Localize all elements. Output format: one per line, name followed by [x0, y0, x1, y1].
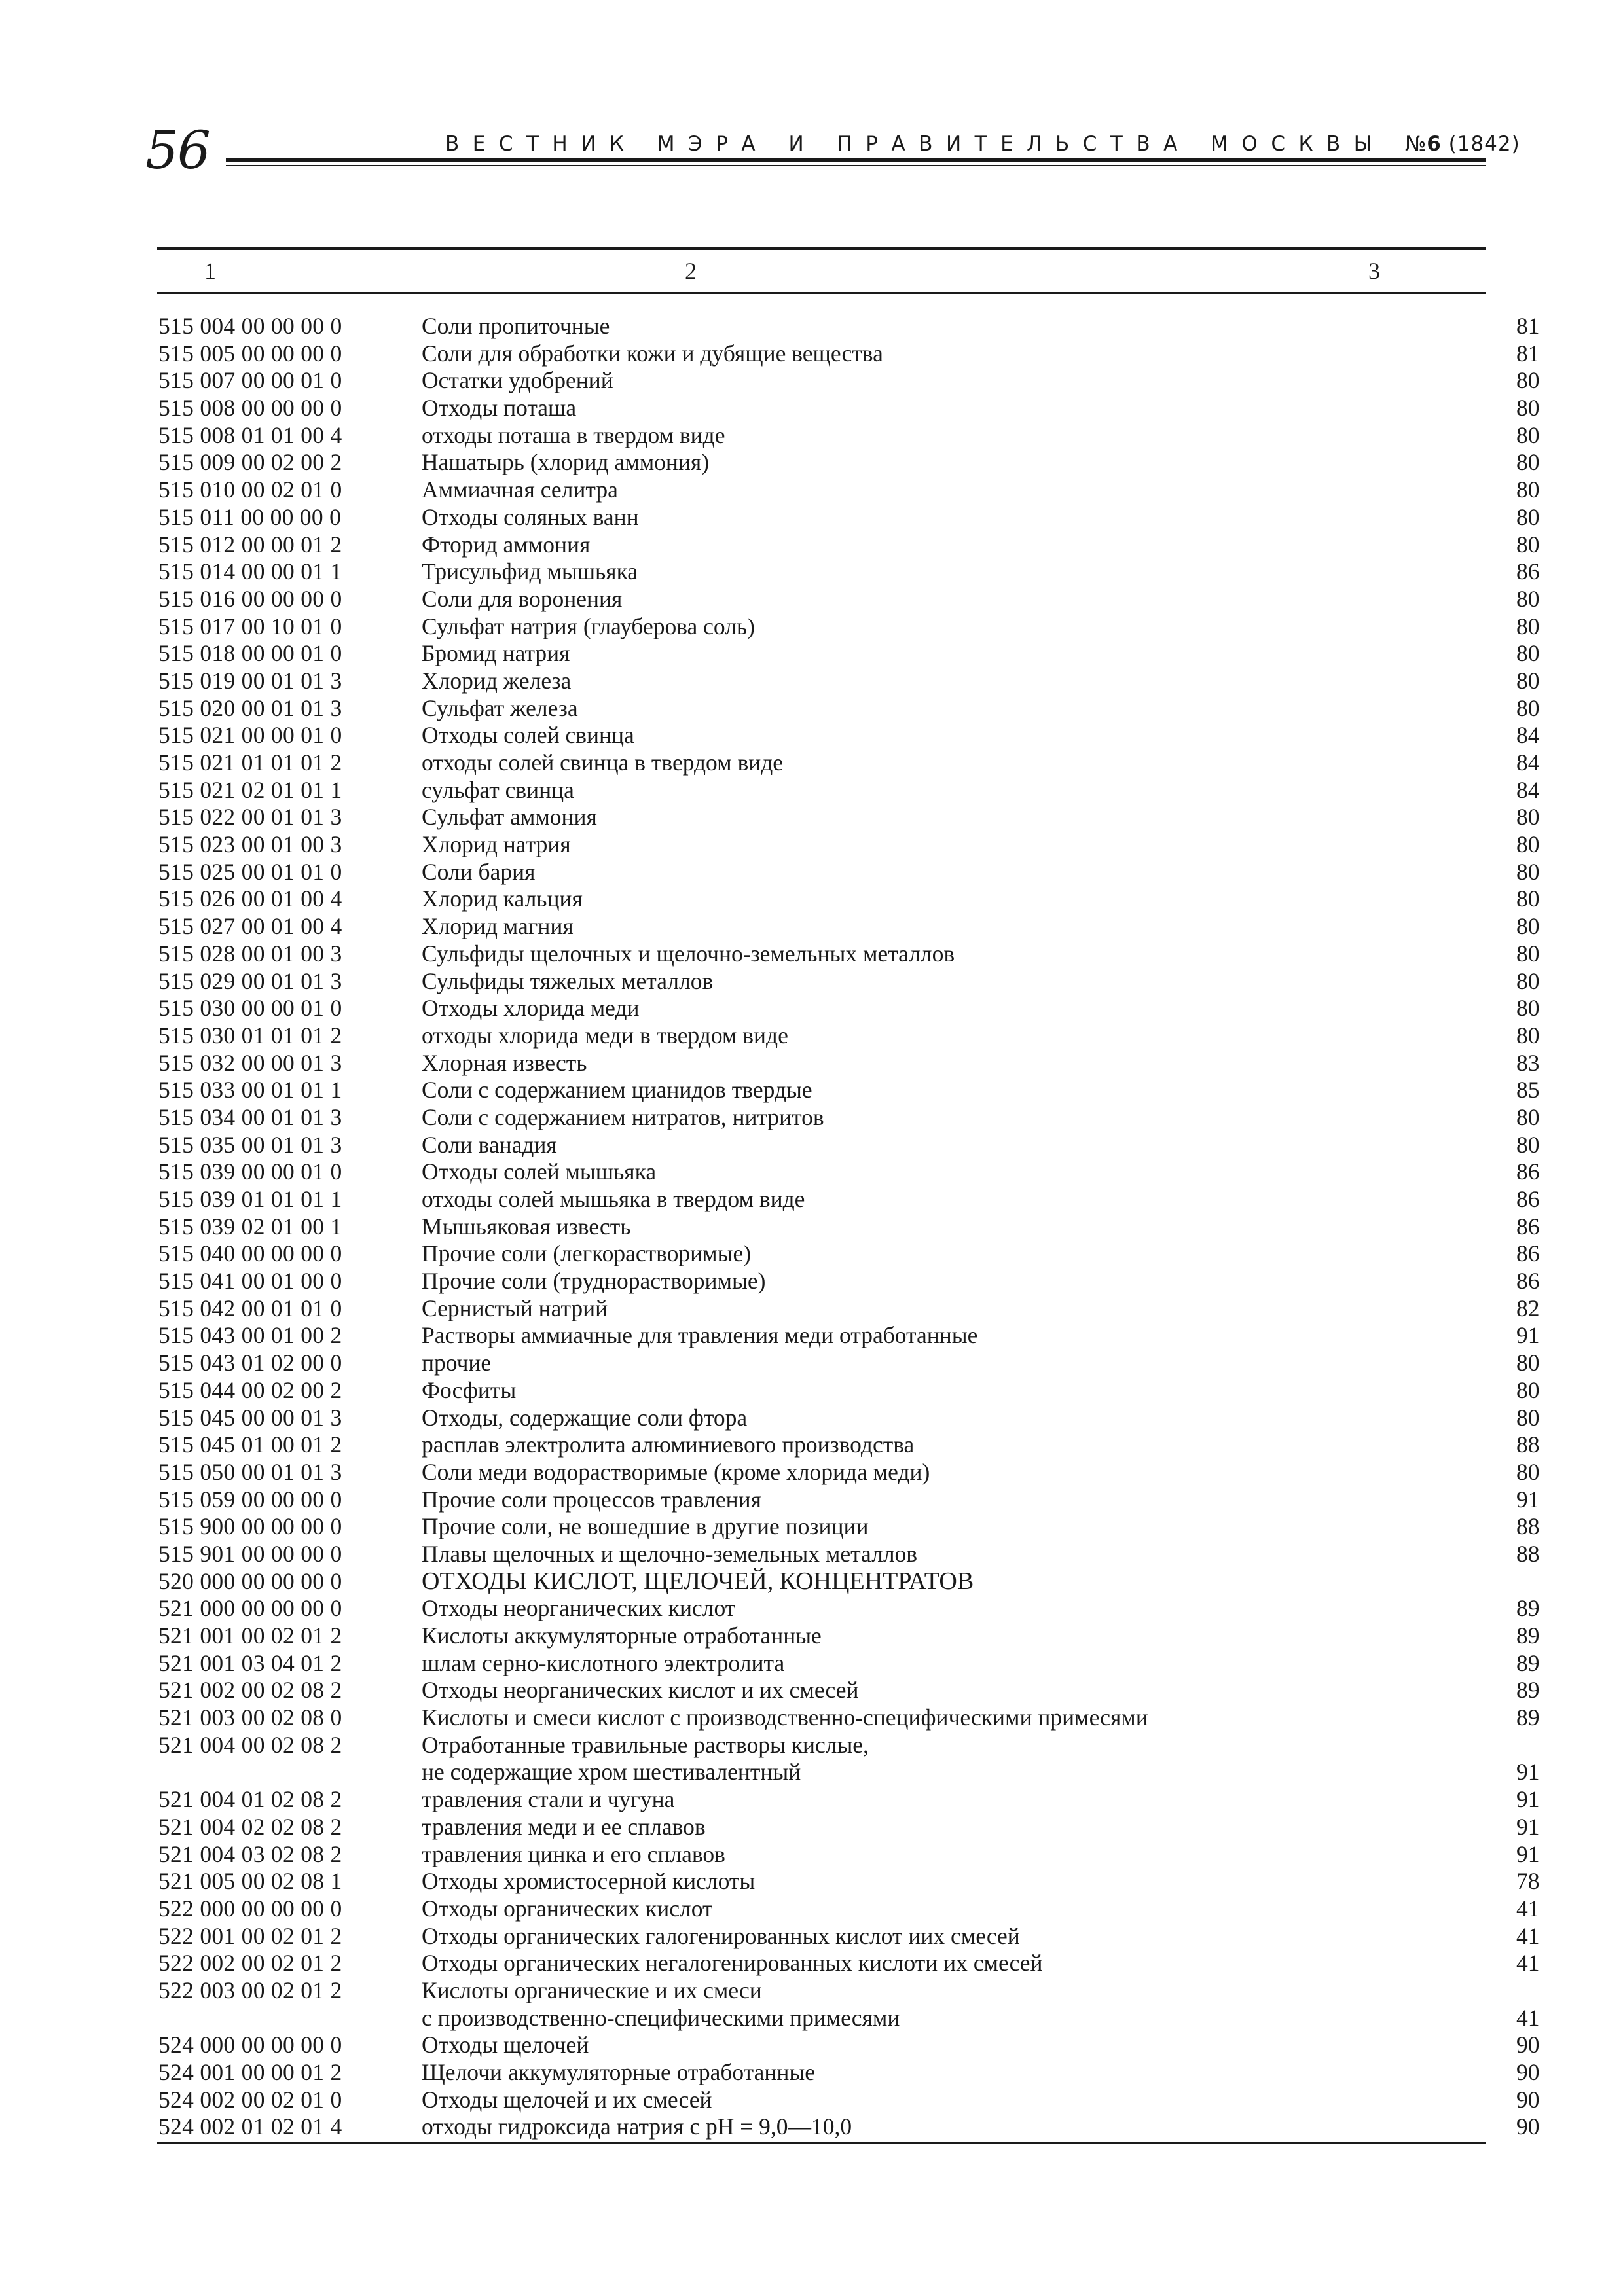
- waste-name: отходы солей свинца в твердом виде: [422, 749, 784, 776]
- waste-name: Отходы, содержащие соли фтора: [422, 1404, 748, 1431]
- waste-code: 515 021 00 00 01 0: [158, 722, 342, 749]
- waste-name: Соли пропиточные: [422, 313, 610, 339]
- waste-code: 515 027 00 01 00 4: [158, 913, 342, 940]
- waste-name: Кислоты аккумуляторные отработанные: [422, 1623, 822, 1649]
- waste-name: Отходы щелочей и их смесей: [422, 2086, 712, 2113]
- table-row: [157, 1213, 1540, 1241]
- waste-code: 515 025 00 01 01 0: [158, 858, 342, 885]
- waste-code: 515 005 00 00 00 0: [158, 340, 342, 367]
- hazard-value: 80: [1516, 613, 1540, 639]
- issue-prefix: №: [1404, 132, 1427, 156]
- waste-code: 521 001 00 02 01 2: [158, 1623, 342, 1649]
- hazard-value: 90: [1516, 2086, 1540, 2113]
- hazard-value: 80: [1516, 585, 1540, 612]
- waste-name: Аммиачная селитра: [422, 476, 618, 503]
- waste-name: Кислоты и смеси кислот с производственно-специфическими примесями: [422, 1704, 1148, 1731]
- waste-code: 515 021 01 01 01 2: [158, 749, 342, 776]
- table-row: [157, 1595, 1540, 1623]
- table-row: [157, 1950, 1540, 1977]
- waste-name: Нашатырь (хлорид аммония): [422, 449, 710, 476]
- waste-name: Растворы аммиачные для травления меди отработанные: [422, 1322, 978, 1349]
- column-header-code: 1: [204, 258, 216, 284]
- hazard-value: 80: [1516, 395, 1540, 422]
- waste-code: 515 030 00 00 01 0: [158, 995, 342, 1022]
- table-row: [157, 995, 1540, 1022]
- table-row: [157, 1786, 1540, 1814]
- waste-name: Отходы солей мышьяка: [422, 1158, 657, 1185]
- waste-name: Хлорид натрия: [422, 831, 571, 858]
- table-row: [157, 558, 1540, 586]
- table-row: [157, 1131, 1540, 1159]
- hazard-value: 89: [1516, 1595, 1540, 1622]
- hazard-value: 80: [1516, 913, 1540, 940]
- waste-code: 515 039 02 01 00 1: [158, 1213, 342, 1240]
- hazard-value: 41: [1516, 2004, 1540, 2031]
- table-row: [157, 2113, 1540, 2141]
- table-row: [157, 1322, 1540, 1350]
- waste-name: травления цинка и его сплавов: [422, 1840, 725, 1867]
- hazard-value: 80: [1516, 1131, 1540, 1158]
- table-row: [157, 2059, 1540, 2087]
- waste-name: Отходы соляных ванн: [422, 503, 639, 530]
- section-heading: ОТХОДЫ КИСЛОТ, ЩЕЛОЧЕЙ, КОНЦЕНТРАТОВ: [422, 1567, 974, 1595]
- hazard-value: 86: [1516, 1268, 1540, 1295]
- waste-code: 515 023 00 01 00 3: [158, 831, 342, 858]
- waste-code: 515 008 00 00 00 0: [158, 395, 342, 422]
- waste-code: 515 040 00 00 00 0: [158, 1240, 342, 1267]
- waste-name: с производственно-специфическими примесями: [422, 2004, 900, 2031]
- waste-code: 515 033 00 01 01 1: [158, 1077, 342, 1103]
- waste-code: 521 004 03 02 08 2: [158, 1840, 342, 1867]
- waste-name: Отходы органических галогенированных кислот иих смесей: [422, 1922, 1020, 1949]
- waste-code: 515 039 00 00 01 0: [158, 1158, 342, 1185]
- issue-number: 6: [1427, 132, 1442, 156]
- hazard-value: 91: [1516, 1813, 1540, 1840]
- waste-code: 521 005 00 02 08 1: [158, 1868, 342, 1895]
- waste-name: Сульфат аммония: [422, 804, 597, 831]
- waste-code: 515 043 01 02 00 0: [158, 1350, 342, 1376]
- waste-name: Соли меди водорастворимые (кроме хлорида меди): [422, 1458, 930, 1485]
- waste-name: Фосфиты: [422, 1376, 517, 1403]
- waste-code: 515 900 00 00 00 0: [158, 1513, 342, 1540]
- table-row: [157, 367, 1540, 395]
- waste-name: Отработанные травильные растворы кислые,: [422, 1731, 869, 1758]
- hazard-value: 91: [1516, 1759, 1540, 1785]
- table-row: [157, 1376, 1540, 1405]
- waste-code: 515 022 00 01 01 3: [158, 804, 342, 831]
- waste-name: отходы солей мышьяка в твердом виде: [422, 1186, 805, 1212]
- waste-name: Прочие соли (труднорастворимые): [422, 1268, 766, 1295]
- waste-code: 515 008 01 01 00 4: [158, 422, 342, 448]
- hazard-value: 89: [1516, 1623, 1540, 1649]
- hazard-value: 89: [1516, 1677, 1540, 1704]
- table-row: [157, 1158, 1540, 1186]
- table-row: [157, 1977, 1486, 2005]
- hazard-value: 89: [1516, 1649, 1540, 1676]
- hazard-value: 85: [1516, 1077, 1540, 1103]
- waste-code: 515 035 00 01 01 3: [158, 1131, 342, 1158]
- waste-code: 515 020 00 01 01 3: [158, 694, 342, 721]
- hazard-value: 81: [1516, 340, 1540, 367]
- table-row: [157, 1431, 1540, 1459]
- waste-name: Отходы хромистосерной кислоты: [422, 1868, 756, 1895]
- table-row: [157, 340, 1540, 368]
- header-rule-thick: [226, 158, 1486, 162]
- waste-name: Отходы органических кислот: [422, 1895, 713, 1922]
- waste-code: 515 021 02 01 01 1: [158, 776, 342, 803]
- waste-name: Хлорид магния: [422, 913, 574, 940]
- waste-code: 515 004 00 00 00 0: [158, 313, 342, 339]
- hazard-value: 91: [1516, 1486, 1540, 1513]
- header-rule-thin: [226, 165, 1486, 166]
- issue-label: [1405, 132, 1520, 156]
- table-row: [157, 940, 1540, 968]
- hazard-value: 80: [1516, 858, 1540, 885]
- hazard-value: 80: [1516, 694, 1540, 721]
- table-row: [157, 886, 1540, 913]
- waste-name: Сульфиды тяжелых металлов: [422, 967, 714, 994]
- waste-name: шлам серно-кислотного электролита: [422, 1649, 785, 1676]
- journal-title: ВЕСТНИК МЭРА И ПРАВИТЕЛЬСТВА МОСКВЫ: [445, 132, 1385, 156]
- waste-code: 515 034 00 01 01 3: [158, 1103, 342, 1130]
- table-row: [157, 1240, 1540, 1268]
- waste-name: Соли для воронения: [422, 585, 623, 612]
- hazard-value: 80: [1516, 1404, 1540, 1431]
- hazard-value: 81: [1516, 313, 1540, 339]
- waste-code: 521 004 00 02 08 2: [158, 1731, 342, 1758]
- hazard-value: 91: [1516, 1786, 1540, 1813]
- waste-code: 515 009 00 02 00 2: [158, 449, 342, 476]
- table-row: [157, 1486, 1540, 1514]
- table-row: [157, 667, 1540, 695]
- table-row: [157, 422, 1540, 450]
- waste-name: Кислоты органические и их смеси: [422, 1977, 762, 2003]
- waste-code: 515 039 01 01 01 1: [158, 1186, 342, 1212]
- waste-code: 521 000 00 00 00 0: [158, 1595, 342, 1622]
- hazard-value: 80: [1516, 831, 1540, 858]
- table-row: [157, 694, 1540, 723]
- table-row: [157, 1759, 1540, 1786]
- waste-name: отходы поташа в твердом виде: [422, 422, 725, 448]
- waste-name: Плавы щелочных и щелочно-земельных металлов: [422, 1540, 918, 1567]
- table-row: [157, 858, 1540, 886]
- hazard-value: 83: [1516, 1049, 1540, 1076]
- waste-name: Прочие соли процессов травления: [422, 1486, 761, 1513]
- hazard-value: 86: [1516, 1213, 1540, 1240]
- hazard-value: 80: [1516, 531, 1540, 558]
- waste-code: 522 000 00 00 00 0: [158, 1895, 342, 1922]
- waste-code: 515 030 01 01 01 2: [158, 1022, 342, 1049]
- hazard-value: 91: [1516, 1840, 1540, 1867]
- waste-name: Прочие соли (легкорастворимые): [422, 1240, 752, 1267]
- waste-name: Хлорид кальция: [422, 886, 583, 912]
- table-row: [157, 1623, 1540, 1650]
- table-row: [157, 776, 1540, 804]
- hazard-value: 86: [1516, 1240, 1540, 1267]
- waste-code: 515 045 00 00 01 3: [158, 1404, 342, 1431]
- table-row: [157, 967, 1540, 996]
- waste-name: отходы хлорида меди в твердом виде: [422, 1022, 788, 1049]
- waste-code: 515 042 00 01 01 0: [158, 1295, 342, 1321]
- waste-code: 515 032 00 00 01 3: [158, 1049, 342, 1076]
- hazard-value: 80: [1516, 640, 1540, 667]
- hazard-value: 80: [1516, 667, 1540, 694]
- waste-name: прочие: [422, 1350, 492, 1376]
- hazard-value: 80: [1516, 367, 1540, 394]
- waste-name: Хлорная известь: [422, 1049, 587, 1076]
- waste-name: сульфат свинца: [422, 776, 574, 803]
- hazard-value: 41: [1516, 1895, 1540, 1922]
- hazard-value: 80: [1516, 995, 1540, 1022]
- waste-name: травления стали и чугуна: [422, 1786, 675, 1813]
- waste-code: 515 007 00 00 01 0: [158, 367, 342, 394]
- table-bottom-rule: [157, 2142, 1486, 2144]
- hazard-value: 80: [1516, 1376, 1540, 1403]
- waste-code: 524 002 01 02 01 4: [158, 2113, 342, 2140]
- table-row: [157, 1895, 1540, 1923]
- table-row: [157, 640, 1540, 668]
- hazard-value: 80: [1516, 476, 1540, 503]
- table-row: [157, 1840, 1540, 1869]
- waste-name: Бромид натрия: [422, 640, 570, 667]
- hazard-value: 80: [1516, 449, 1540, 476]
- waste-name: Трисульфид мышьяка: [422, 558, 638, 585]
- waste-name: Сульфат железа: [422, 694, 578, 721]
- waste-code: 524 000 00 00 00 0: [158, 2032, 342, 2058]
- table-row: [157, 1813, 1540, 1841]
- waste-name: Соли с содержанием цианидов твердые: [422, 1077, 812, 1103]
- table-row: [157, 395, 1540, 422]
- waste-code: 515 014 00 00 01 1: [158, 558, 342, 585]
- hazard-value: 84: [1516, 722, 1540, 749]
- table-row: [157, 749, 1540, 777]
- table-row: [157, 1649, 1540, 1677]
- table-row: [157, 1049, 1540, 1077]
- table-row: [157, 1704, 1540, 1732]
- table-top-rule: [157, 247, 1486, 250]
- waste-code: 515 029 00 01 01 3: [158, 967, 342, 994]
- waste-name: Остатки удобрений: [422, 367, 613, 394]
- table-row: [157, 1868, 1540, 1895]
- hazard-value: 84: [1516, 749, 1540, 776]
- table-row: [157, 585, 1540, 613]
- table-row: [157, 1568, 1486, 1596]
- table-row: [157, 1513, 1540, 1541]
- hazard-value: 80: [1516, 886, 1540, 912]
- waste-name: не содержащие хром шестивалентный: [422, 1759, 801, 1785]
- table-row: [157, 1103, 1540, 1132]
- hazard-value: 86: [1516, 1186, 1540, 1212]
- waste-code: 515 043 00 01 00 2: [158, 1322, 342, 1349]
- hazard-value: 41: [1516, 1950, 1540, 1977]
- waste-name: Соли для обработки кожи и дубящие вещества: [422, 340, 883, 367]
- hazard-value: 80: [1516, 1022, 1540, 1049]
- table-row: [157, 831, 1540, 859]
- hazard-value: 80: [1516, 940, 1540, 967]
- waste-code: 515 026 00 01 00 4: [158, 886, 342, 912]
- table-row: [157, 1540, 1540, 1568]
- waste-name: Сульфиды щелочных и щелочно-земельных металлов: [422, 940, 955, 967]
- table-row: [157, 476, 1540, 504]
- waste-code: 521 003 00 02 08 0: [158, 1704, 342, 1731]
- table-row: [157, 1404, 1540, 1432]
- waste-name: Щелочи аккумуляторные отработанные: [422, 2059, 815, 2085]
- waste-code: 515 012 00 00 01 2: [158, 531, 342, 558]
- table-row: [157, 1350, 1540, 1377]
- waste-code: 515 041 00 01 00 0: [158, 1268, 342, 1295]
- waste-name: Отходы неорганических кислот: [422, 1595, 736, 1622]
- waste-name: Соли бария: [422, 858, 536, 885]
- waste-name: Хлорид железа: [422, 667, 572, 694]
- hazard-value: 80: [1516, 422, 1540, 448]
- waste-name: Сернистый натрий: [422, 1295, 608, 1321]
- waste-name: Отходы щелочей: [422, 2032, 589, 2058]
- waste-name: Отходы органических негалогенированных кислоти их смесей: [422, 1950, 1043, 1977]
- waste-code: 515 016 00 00 00 0: [158, 585, 342, 612]
- table-row: [157, 613, 1540, 641]
- table-row: [157, 1295, 1540, 1323]
- table-row: [157, 2086, 1540, 2114]
- waste-code: 515 018 00 00 01 0: [158, 640, 342, 667]
- waste-code: 521 001 03 04 01 2: [158, 1649, 342, 1676]
- waste-code: 522 002 00 02 01 2: [158, 1950, 342, 1977]
- waste-code: 520 000 00 00 00 0: [158, 1568, 342, 1594]
- table-row: [157, 313, 1540, 340]
- waste-name: Мышьяковая известь: [422, 1213, 631, 1240]
- waste-name: Отходы поташа: [422, 395, 577, 422]
- hazard-value: 84: [1516, 776, 1540, 803]
- hazard-value: 90: [1516, 2059, 1540, 2085]
- waste-code: 515 050 00 01 01 3: [158, 1458, 342, 1485]
- hazard-value: 82: [1516, 1295, 1540, 1321]
- hazard-value: 80: [1516, 1103, 1540, 1130]
- waste-code: 515 011 00 00 00 0: [158, 503, 342, 530]
- hazard-value: 91: [1516, 1322, 1540, 1349]
- hazard-value: 88: [1516, 1431, 1540, 1458]
- waste-name: Соли ванадия: [422, 1131, 557, 1158]
- hazard-value: 41: [1516, 1922, 1540, 1949]
- waste-name: Соли с содержанием нитратов, нитритов: [422, 1103, 824, 1130]
- hazard-value: 80: [1516, 1350, 1540, 1376]
- table-row: [157, 1922, 1540, 1950]
- waste-code: 515 010 00 02 01 0: [158, 476, 342, 503]
- waste-name: отходы гидроксида натрия с pH = 9,0—10,0: [422, 2113, 852, 2140]
- column-header-value: 3: [1368, 258, 1380, 284]
- table-row: [157, 1677, 1540, 1704]
- waste-code: 522 003 00 02 01 2: [158, 1977, 342, 2003]
- waste-code: 515 028 00 01 00 3: [158, 940, 342, 967]
- waste-classifier-table: [157, 313, 1540, 2141]
- table-row: [157, 1268, 1540, 1295]
- hazard-value: 86: [1516, 1158, 1540, 1185]
- waste-code: 521 004 02 02 08 2: [158, 1813, 342, 1840]
- waste-name: Отходы солей свинца: [422, 722, 634, 749]
- hazard-value: 80: [1516, 967, 1540, 994]
- waste-name: Прочие соли, не вошедшие в другие позиции: [422, 1513, 869, 1540]
- hazard-value: 78: [1516, 1868, 1540, 1895]
- table-row: [157, 503, 1540, 531]
- table-row: [157, 913, 1540, 941]
- waste-code: 515 059 00 00 00 0: [158, 1486, 342, 1513]
- hazard-value: 89: [1516, 1704, 1540, 1731]
- table-row: [157, 1458, 1540, 1486]
- waste-name: травления меди и ее сплавов: [422, 1813, 706, 1840]
- waste-name: Отходы хлорида меди: [422, 995, 640, 1022]
- table-row: [157, 1077, 1540, 1104]
- hazard-value: 86: [1516, 558, 1540, 585]
- hazard-value: 80: [1516, 1458, 1540, 1485]
- waste-code: 524 002 00 02 01 0: [158, 2086, 342, 2113]
- issue-total: (1842): [1448, 132, 1520, 156]
- table-row: [157, 722, 1540, 749]
- table-row: [157, 1186, 1540, 1213]
- hazard-value: 90: [1516, 2113, 1540, 2140]
- waste-name: Сульфат натрия (глауберова соль): [422, 613, 755, 639]
- table-row: [157, 531, 1540, 559]
- waste-code: 524 001 00 00 01 2: [158, 2059, 342, 2085]
- table-row: [157, 1732, 1486, 1759]
- table-row: [157, 804, 1540, 831]
- hazard-value: 88: [1516, 1513, 1540, 1540]
- table-row: [157, 2004, 1540, 2032]
- waste-name: Отходы неорганических кислот и их смесей: [422, 1677, 859, 1704]
- waste-code: 515 044 00 02 00 2: [158, 1376, 342, 1403]
- waste-code: 521 002 00 02 08 2: [158, 1677, 342, 1704]
- hazard-value: 80: [1516, 503, 1540, 530]
- waste-name: Фторид аммония: [422, 531, 591, 558]
- table-row: [157, 449, 1540, 476]
- waste-code: 522 001 00 02 01 2: [158, 1922, 342, 1949]
- table-row: [157, 1022, 1540, 1050]
- hazard-value: 80: [1516, 804, 1540, 831]
- waste-code: 521 004 01 02 08 2: [158, 1786, 342, 1813]
- table-header-rule: [157, 292, 1486, 294]
- hazard-value: 90: [1516, 2032, 1540, 2058]
- column-header-name: 2: [685, 258, 697, 284]
- waste-code: 515 901 00 00 00 0: [158, 1540, 342, 1567]
- hazard-value: 88: [1516, 1540, 1540, 1567]
- waste-code: 515 017 00 10 01 0: [158, 613, 342, 639]
- waste-name: расплав электролита алюминиевого производства: [422, 1431, 915, 1458]
- table-row: [157, 2032, 1540, 2059]
- waste-code: 515 045 01 00 01 2: [158, 1431, 342, 1458]
- running-head: [445, 131, 1520, 157]
- page-number: 56: [145, 120, 210, 181]
- waste-code: 515 019 00 01 01 3: [158, 667, 342, 694]
